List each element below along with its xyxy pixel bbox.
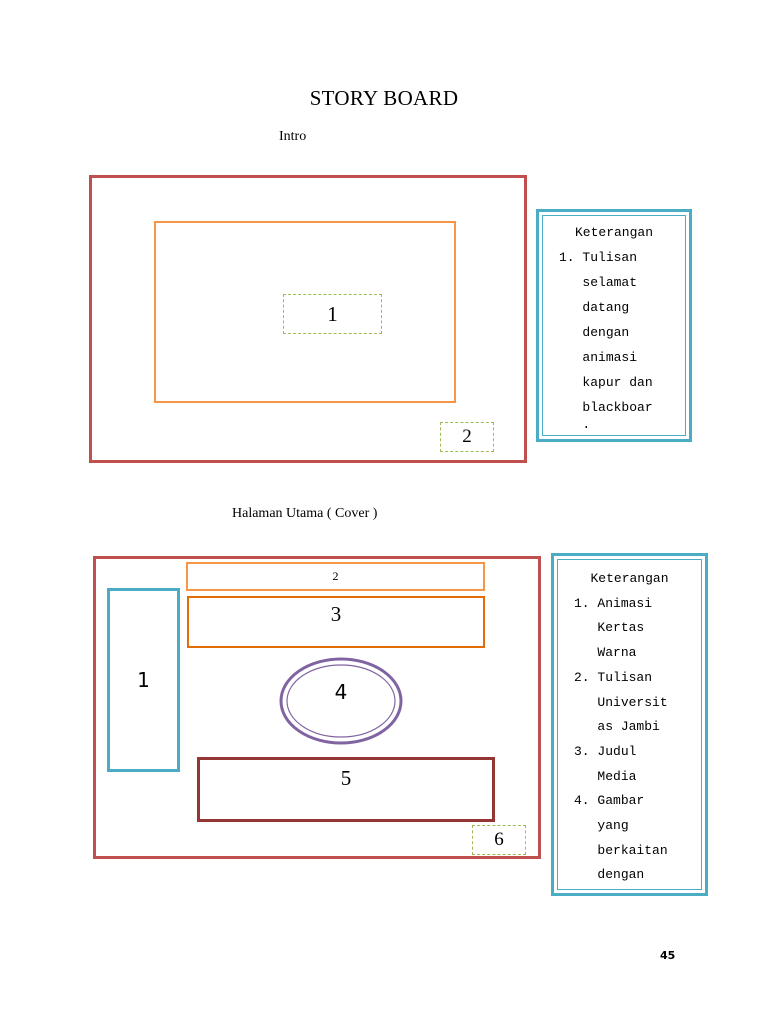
intro-legend-item-text bbox=[582, 245, 685, 430]
cover-legend-item bbox=[558, 592, 701, 666]
cover-box-label-4: 4 bbox=[334, 680, 348, 704]
cover-side-panel bbox=[107, 588, 180, 772]
legend-line: selamat bbox=[582, 275, 638, 290]
legend-line: . bbox=[582, 417, 591, 432]
cover-box-label-6: 6 bbox=[494, 829, 504, 850]
cover-title-box bbox=[187, 596, 485, 648]
legend-item-text bbox=[597, 592, 701, 666]
legend-item-text bbox=[597, 740, 701, 789]
intro-legend-item-number: 1. bbox=[559, 250, 575, 265]
cover-button-box bbox=[472, 825, 526, 855]
cover-legend-item bbox=[558, 740, 701, 789]
cover-legend-body bbox=[557, 559, 702, 890]
legend-item-number: 4. bbox=[574, 793, 590, 809]
intro-legend-item bbox=[543, 245, 685, 430]
legend-item-number: 2. bbox=[574, 669, 590, 685]
legend-line: Kertas bbox=[597, 620, 645, 636]
legend-line: yang bbox=[597, 818, 629, 834]
legend-line: Animasi bbox=[597, 595, 653, 611]
legend-line: blackboar bbox=[582, 400, 653, 415]
legend-line: dengan bbox=[597, 867, 645, 883]
legend-line: Tulisan bbox=[582, 250, 638, 265]
cover-caption-box bbox=[197, 757, 495, 822]
legend-item-text bbox=[597, 666, 701, 740]
intro-legend-body bbox=[542, 215, 686, 436]
cover-legend-title: Keterangan bbox=[590, 571, 669, 586]
legend-line: Universit bbox=[597, 694, 668, 710]
legend-line: animasi bbox=[582, 350, 638, 365]
cover-legend-item bbox=[558, 666, 701, 740]
intro-legend bbox=[536, 209, 692, 442]
intro-welcome-text-box bbox=[283, 294, 382, 334]
cover-box-label-2: 2 bbox=[332, 569, 339, 583]
cover-box-label-5: 5 bbox=[340, 766, 352, 790]
intro-button-box bbox=[440, 422, 494, 452]
legend-line: kapur dan bbox=[582, 375, 653, 390]
page-number: 45 bbox=[660, 949, 676, 962]
legend-line: Judul bbox=[597, 743, 637, 759]
legend-line: dengan bbox=[582, 325, 630, 340]
intro-box-label-1: 1 bbox=[327, 301, 338, 326]
legend-line: Warna bbox=[597, 645, 637, 661]
cover-heading: Halaman Utama ( Cover ) bbox=[232, 506, 378, 521]
legend-item-text bbox=[597, 789, 701, 888]
cover-box-label-3: 3 bbox=[330, 602, 342, 626]
intro-legend-title: Keterangan bbox=[574, 225, 653, 240]
legend-line: Gambar bbox=[597, 793, 645, 809]
cover-box-label-1: 1 bbox=[137, 668, 150, 692]
cover-university-bar bbox=[186, 562, 485, 591]
intro-box-label-2: 2 bbox=[462, 426, 472, 447]
legend-line: datang bbox=[582, 300, 630, 315]
legend-line: as Jambi bbox=[597, 719, 660, 735]
legend-line: Tulisan bbox=[597, 669, 653, 685]
cover-legend bbox=[551, 553, 708, 896]
legend-item-number: 3. bbox=[574, 743, 590, 759]
cover-legend-item bbox=[558, 789, 701, 888]
intro-heading: Intro bbox=[279, 129, 307, 144]
legend-item-number: 1. bbox=[574, 595, 590, 611]
page-title: STORY BOARD bbox=[309, 86, 459, 110]
legend-line: Media bbox=[597, 768, 637, 784]
legend-line: berkaitan bbox=[597, 842, 668, 858]
